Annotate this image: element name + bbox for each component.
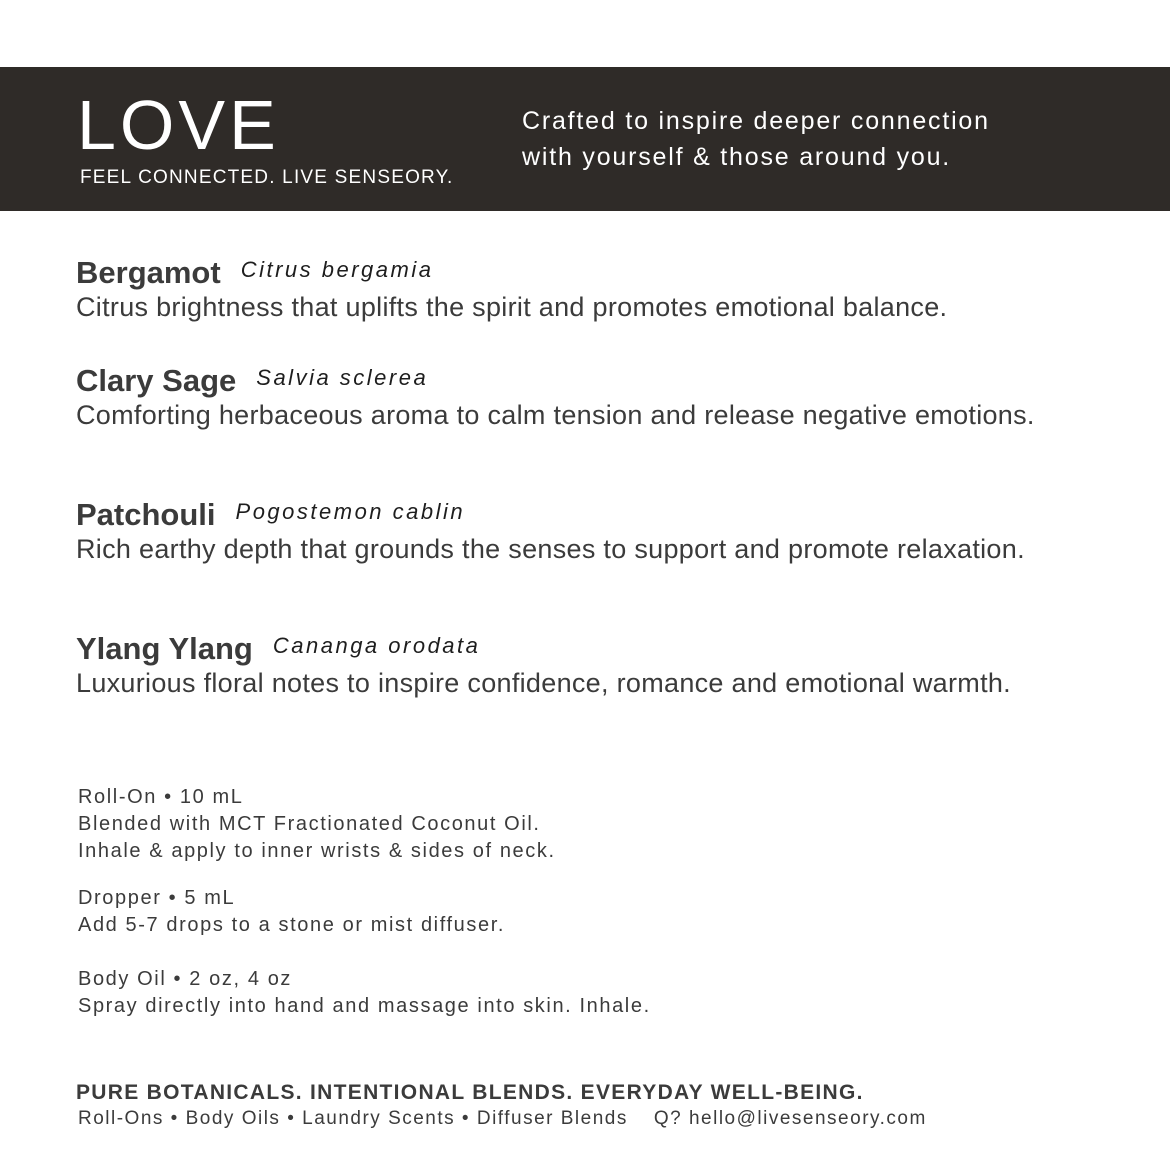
product-description [522,103,1142,175]
header-banner [0,67,1170,211]
ingredient-bergamot [76,255,1136,324]
ingredient-latin-name: Pogostemon cablin [235,499,466,524]
description-line: with yourself & those around you. [522,143,952,171]
ingredient-name: Clary Sage [76,363,237,398]
usage-dropper [78,885,505,939]
ingredient-name: Bergamot [76,255,221,290]
ingredient-ylang-ylang [76,631,1136,700]
ingredient-latin-name: Salvia sclerea [256,365,429,390]
ingredient-description: Citrus brightness that uplifts the spirit and promotes emotional balance. [76,292,948,322]
usage-roll-on [78,784,556,865]
ingredient-name: Patchouli [76,497,216,532]
usage-format: Roll-On • 10 mL [78,786,244,808]
ingredient-heading [76,497,1136,533]
usage-instruction: Add 5-7 drops to a stone or mist diffuser. [78,914,506,936]
footer-products: Roll-Ons • Body Oils • Laundry Scents • Diffuser Blends [78,1108,628,1129]
usage-format: Dropper • 5 mL [78,887,236,909]
ingredient-name: Ylang Ylang [76,631,253,666]
usage-body-oil [78,966,651,1020]
footer-contact: Q? hello@livesenseory.com [653,1108,927,1129]
ingredient-heading [76,255,1136,291]
footer-products-line [78,1106,927,1132]
ingredient-clary-sage [76,363,1136,432]
ingredient-latin-name: Cananga orodata [272,633,481,658]
footer-headline: PURE BOTANICALS. INTENTIONAL BLENDS. EVERYDAY WELL-BEING. [76,1081,864,1104]
ingredient-heading [76,363,1136,399]
product-tagline: FEEL CONNECTED. LIVE SENSEORY. [80,167,454,188]
ingredient-heading [76,631,1136,667]
usage-instruction: Spray directly into hand and massage into skin. Inhale. [78,995,651,1017]
ingredient-description: Comforting herbaceous aroma to calm tension and release negative emotions. [76,400,1035,430]
product-title: LOVE [77,86,280,164]
usage-instruction: Inhale & apply to inner wrists & sides of neck. [78,840,556,862]
usage-instruction: Blended with MCT Fractionated Coconut Oil. [78,813,541,835]
ingredient-latin-name: Citrus bergamia [240,257,434,282]
ingredient-patchouli [76,497,1136,566]
ingredient-description: Rich earthy depth that grounds the senses to support and promote relaxation. [76,534,1025,564]
ingredient-description: Luxurious floral notes to inspire confidence, romance and emotional warmth. [76,668,1011,698]
description-line: Crafted to inspire deeper connection [522,107,990,135]
usage-format: Body Oil • 2 oz, 4 oz [78,968,293,990]
